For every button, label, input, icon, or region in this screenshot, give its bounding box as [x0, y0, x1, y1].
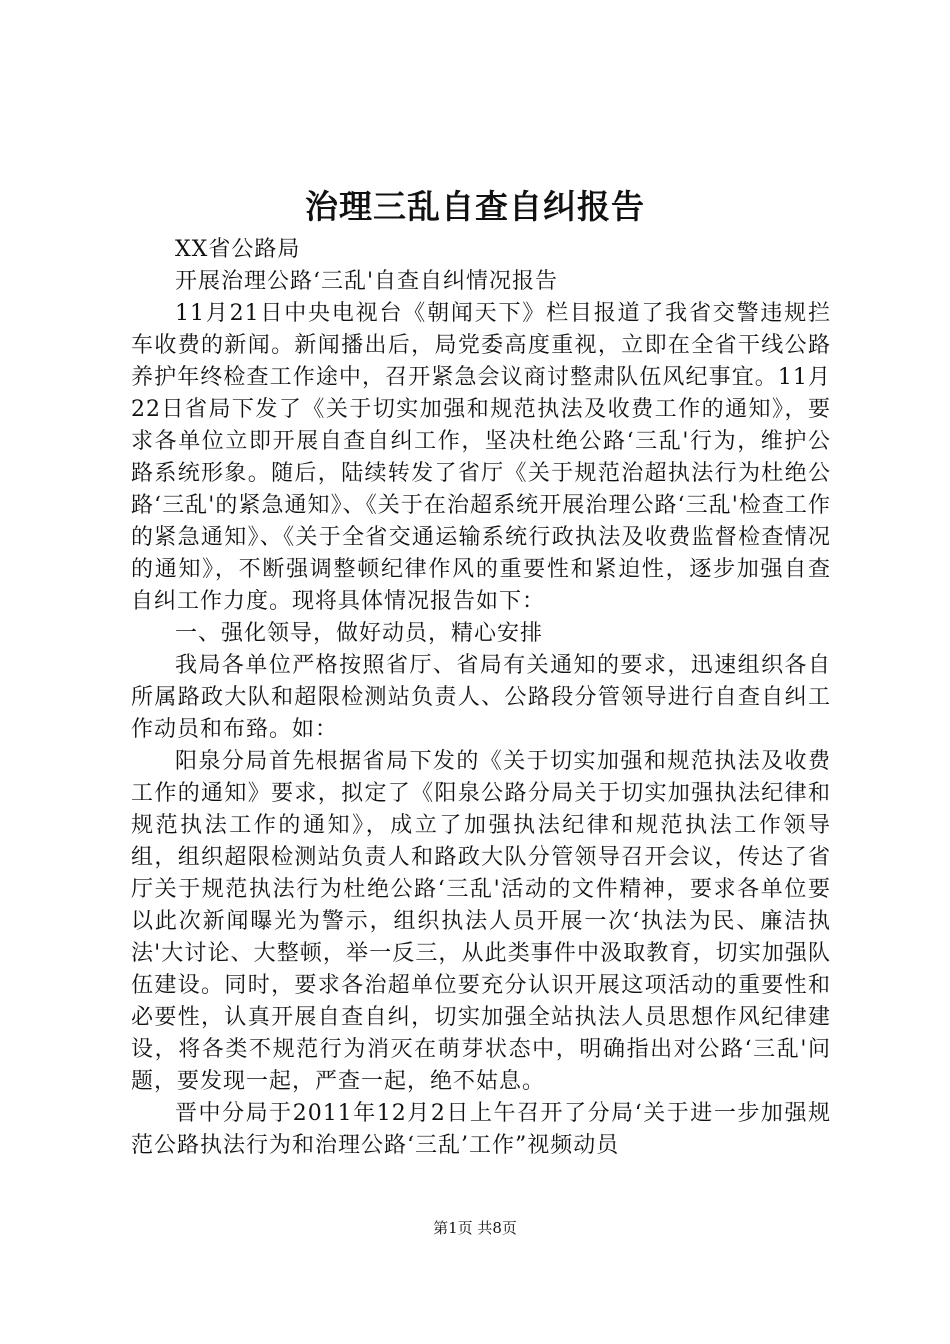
- paragraph-mobilization: 我局各单位严格按照省厅、省局有关通知的要求，迅速组织各自所属路政大队和超限检测站负责人、公路段分管领导进行自查自纠工作动员和布臵。如：: [131, 653, 831, 742]
- paragraph-background: 11月21日中央电视台《朝闻天下》栏目报道了我省交警违规拦车收费的新闻。新闻播出后，局党委高度重视，立即在全省干线公路养护年终检查工作途中，召开紧急会议商讨整肃队伍风纪事宜。11月22日省局下发了《关于切实加强和规范执法及收费工作的通知》，要求各单位立即开展自查自纠工作，坚决杜绝公路‘三乱'行为，维护公路系统形象。随后，陆续转发了省厅《关于规范治超执法行为杜绝公路‘三乱'的紧急通知》、《关于在治超系统开展治理公路‘三乱'检查工作的紧急通知》、《关于全省交通运输系统行政执法及收费监督检查情况的通知》，不断强调整顿纪律作风的重要性和紧迫性，逐步加强自查自纠工作力度。现将具体情况报告如下：: [131, 301, 831, 614]
- paragraph-report-subtitle: 开展治理公路‘三乱'自查自纠情况报告: [175, 269, 559, 294]
- paragraph-jinzhong: 晋中分局于2011年12月2日上午召开了分局‘关于进一步加强规范公路执法行为和治理公路‘三乱’工作”视频动员: [131, 1101, 831, 1158]
- paragraph-yangquan: 阳泉分局首先根据省局下发的《关于切实加强和规范执法及收费工作的通知》要求，拟定了《阳泉公路分局关于切实加强执法纪律和规范执法工作的通知》，成立了加强执法纪律和规范执法工作领导组，组织超限检测站负责人和路政大队分管领导召开会议，传达了省厅关于规范执法行为杜绝公路‘三乱'活动的文件精神，要求各单位要以此次新闻曝光为警示，组织执法人员开展一次‘执法为民、廉洁执法'大讨论、大整顿，举一反三，从此类事件中汲取教育，切实加强队伍建设。同时，要求各治超单位要充分认识开展这项活动的重要性和必要性，认真开展自查自纠，切实加强全站执法人员思想作风纪律建设，将各类不规范行为消灭在萌芽状态中，明确指出对公路‘三乱'问题，要发现一起，严查一起，绝不姑息。: [131, 749, 831, 1094]
- paragraph-recipient: XX省公路局: [175, 237, 301, 262]
- page-footer: 第1页 共8页: [433, 1219, 517, 1237]
- document-body: [131, 234, 831, 1162]
- document-title: 治理三乱自查自纠报告: [305, 187, 645, 226]
- section-heading-1: 一、强化领导，做好动员，精心安排: [175, 621, 544, 646]
